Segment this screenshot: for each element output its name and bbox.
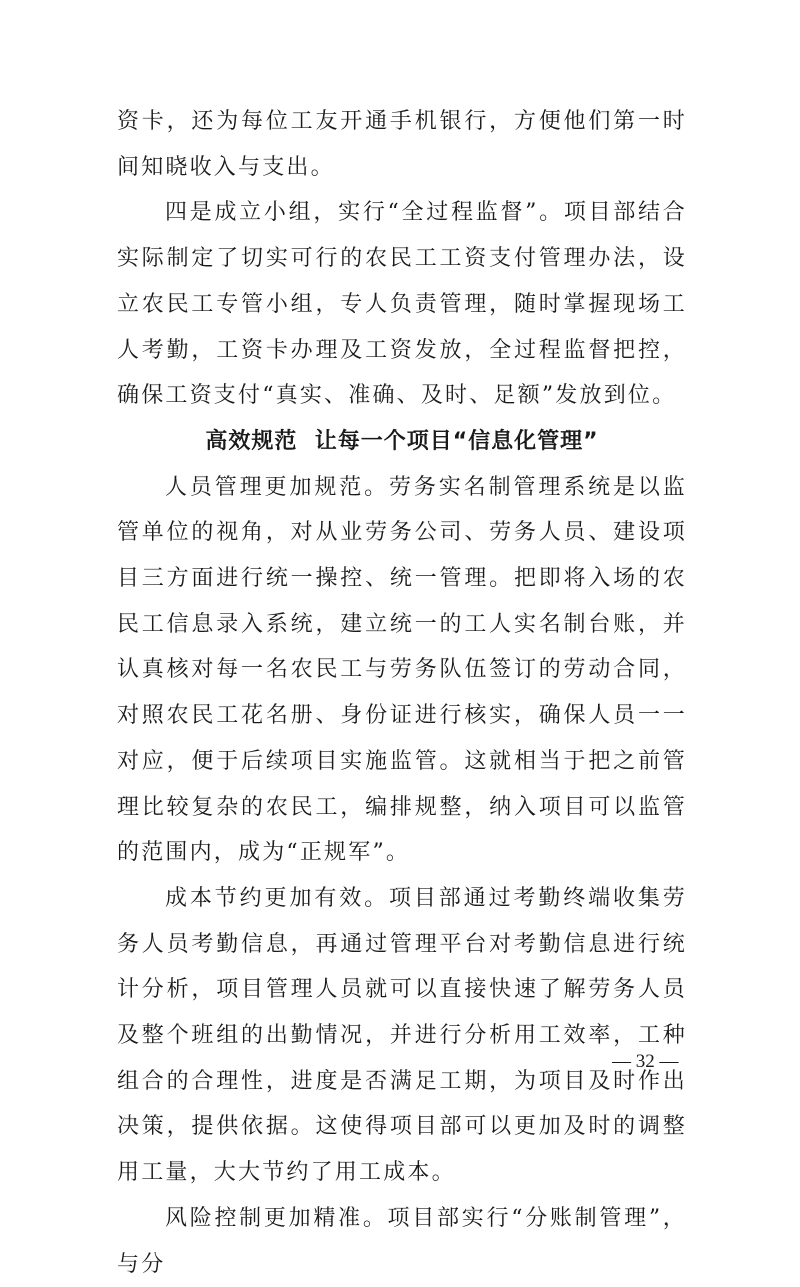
- paragraph-cost-saving: 成本节约更加有效。项目部通过考勤终端收集劳务人员考勤信息，再通过管理平台对考勤信息进行统计分析，项目管理人员就可以直接快速了解劳务人员及整个班组的出勤情况，并进行分析用工效率，工种组合的合理性，进度是否满足工期，为项目及时作出决策，提供依据。这使得项目部可以更加及时的调整用工量，大大节约了用工成本。: [117, 885, 687, 1186]
- paragraph-supervision-group: 四是成立小组，实行“全过程监督”。项目部结合实际制定了切实可行的农民工工资支付管理办法，设立农民工专管小组，专人负责管理，随时掌握现场工人考勤，工资卡办理及工资发放，全过程监督把控，确保工资支付“真实、准确、及时、足额”发放到位。: [117, 200, 687, 409]
- document-body: [117, 99, 687, 1287]
- paragraph-risk-control: 风险控制更加精准。项目部实行“分账制管理”，与分: [117, 1205, 687, 1277]
- page-number: — 32 —: [612, 1051, 679, 1072]
- paragraph-personnel-management: 人员管理更加规范。劳务实名制管理系统是以监管单位的视角，对从业劳务公司、劳务人员、建设项目三方面进行统一操控、统一管理。把即将入场的农民工信息录入系统，建立统一的工人实名制台账，并认真核对每一名农民工与劳务队伍签订的劳动合同，对照农民工花名册、身份证进行核实，确保人员一一对应，便于后续项目实施监管。这就相当于把之前管理比较复杂的农民工，编排规整，纳入项目可以监管的范围内，成为“正规军”。: [117, 474, 687, 866]
- section-heading: 高效规范 让每一个项目“信息化管理”: [205, 428, 599, 454]
- paragraph-wage-card: 资卡，还为每位工友开通手机银行，方便他们第一时间知晓收入与支出。: [117, 109, 687, 180]
